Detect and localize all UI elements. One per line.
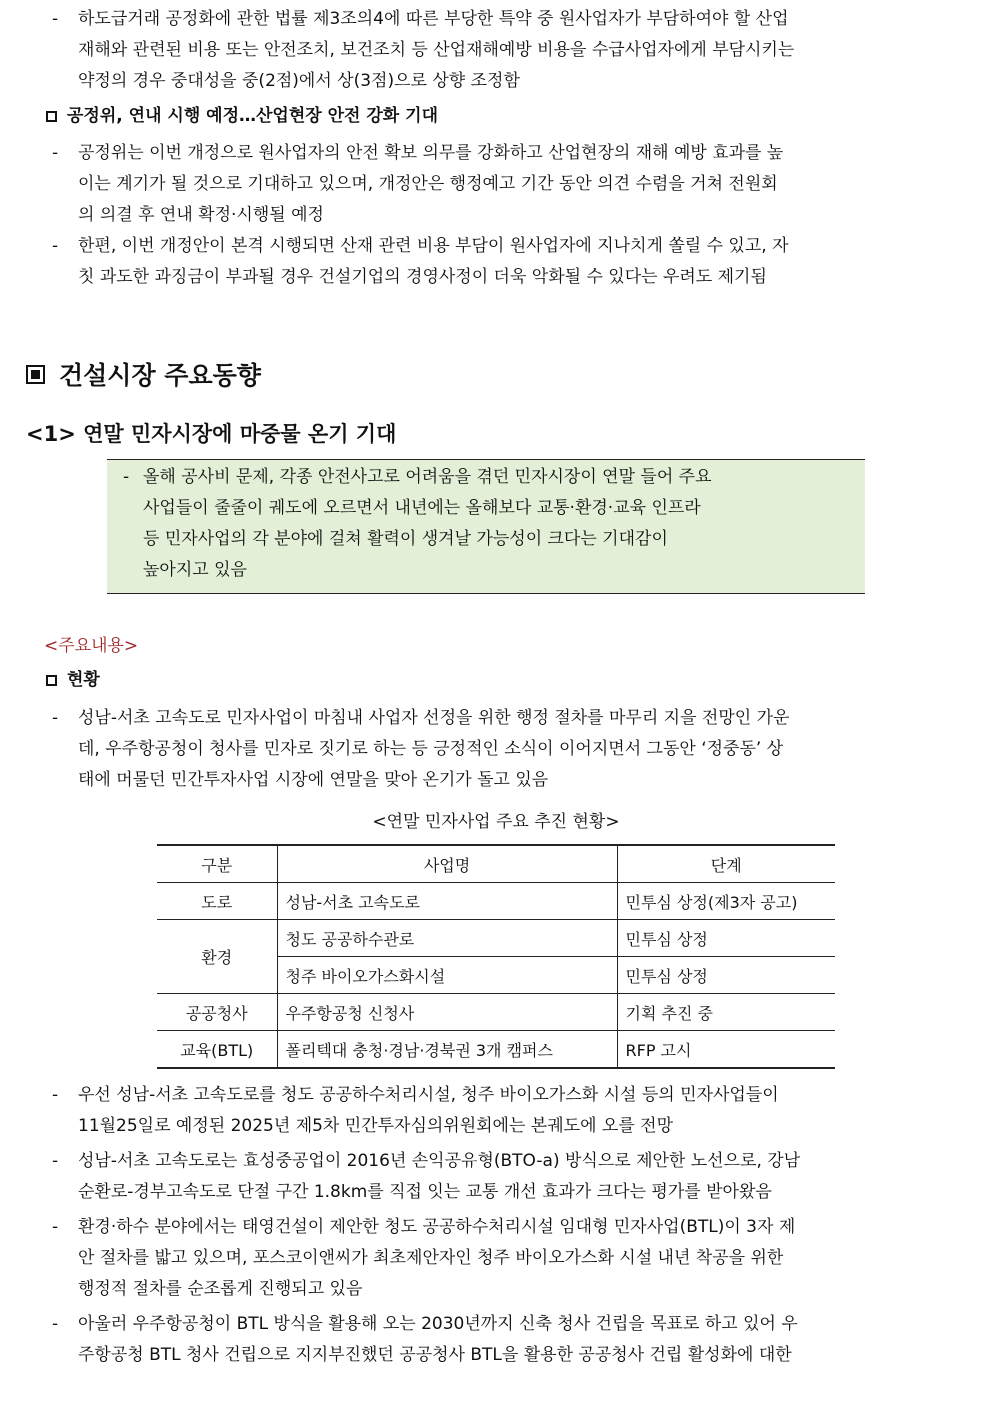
list-item: - 성남-서초 고속도로는 효성중공업이 2016년 손익공유형(BTO-a) 방식으로 제안한 노선으로, 강남 순환로-경부고속도로 단절 구간 1.8km를 직접 잇는 교통 개선 효과가 크다는 평가를 받아왔음 [52, 1146, 968, 1208]
text-line: 성남-서초 고속도로 민자사업이 마침내 사업자 선정을 위한 행정 절차를 마무리 지을 전망인 가운 [78, 708, 790, 728]
text-line: 등 민자사업의 각 분야에 걸쳐 활력이 생겨날 가능성이 크다는 기대감이 [143, 529, 668, 549]
main-content-label: <주요내용> [44, 636, 139, 656]
list-item: - 아울러 우주항공청이 BTL 방식을 활용해 오는 2030년까지 신축 청사 건립을 목표로 하고 있어 우 주항공청 BTL 청사 건립으로 지지부진했던 공공청사 BTL을 활용한 공공청사 건립 활성화에 대한 [52, 1309, 968, 1371]
text-line: 환경·하수 분야에서는 태영건설이 제안한 청도 공공하수처리시설 임대형 민자사업(BTL)이 3자 제 [78, 1217, 796, 1237]
text-line: 올해 공사비 문제, 각종 안전사고로 어려움을 겪던 민자시장이 연말 들어 주요 [143, 467, 712, 487]
project-status-table [157, 844, 835, 1069]
summary-box: - 올해 공사비 문제, 각종 안전사고로 어려움을 겪던 민자시장이 연말 들어 주요 사업들이 줄줄이 궤도에 오르면서 내년에는 올해보다 교통·환경·교육 인프라 등 민자사업의 각 분야에 걸쳐 활력이 생겨날 가능성이 크다는 기대감이 높아지고 있음 [107, 459, 865, 594]
table-header-row [157, 845, 835, 883]
text-line: 순환로-경부고속도로 단절 구간 1.8km를 직접 잇는 교통 개선 효과가 크다는 평가를 받아왔음 [78, 1182, 772, 1202]
table-row [157, 920, 835, 957]
table-cell: 환경 [157, 920, 277, 994]
status-heading: 현황 [46, 665, 100, 696]
text-line: 안 절차를 밟고 있으며, 포스코이앤씨가 최초제안자인 청주 바이오가스화 시설 내년 착공을 위한 [78, 1248, 784, 1268]
table-row [157, 1031, 835, 1069]
ftc-bullet-list [0, 138, 992, 293]
table-cell: 공공청사 [157, 994, 277, 1031]
checkbox-square-icon [46, 675, 57, 686]
filled-square-icon [26, 365, 45, 384]
table-cell: 청도 공공하수관로 [277, 920, 617, 957]
table-cell: RFP 고시 [617, 1031, 835, 1069]
text-line: 아울러 우주항공청이 BTL 방식을 활용해 오는 2030년까지 신축 청사 건립을 목표로 하고 있어 우 [78, 1314, 798, 1334]
text-line: 칫 과도한 과징금이 부과될 경우 건설기업의 경영사정이 더욱 악화될 수 있다는 우려도 제기됨 [78, 267, 767, 287]
text-line: 성남-서초 고속도로는 효성중공업이 2016년 손익공유형(BTO-a) 방식으로 제안한 노선으로, 강남 [78, 1151, 801, 1171]
list-item: - 한편, 이번 개정안이 본격 시행되면 산재 관련 비용 부담이 원사업자에 지나치게 쏠릴 수 있고, 자 칫 과도한 과징금이 부과될 경우 건설기업의 경영사정이 더욱 악화될 수 있다는 우려도 제기됨 [52, 231, 968, 293]
table-cell: 청주 바이오가스화시설 [277, 957, 617, 994]
list-item: - 환경·하수 분야에서는 태영건설이 제안한 청도 공공하수처리시설 임대형 민자사업(BTL)이 3자 제 안 절차를 밟고 있으며, 포스코이앤씨가 최초제안자인 청주 바이오가스화 시설 내년 착공을 위한 행정적 절차를 순조롭게 진행되고 있음 [52, 1212, 968, 1305]
text-line: 사업들이 줄줄이 궤도에 오르면서 내년에는 올해보다 교통·환경·교육 인프라 [143, 498, 701, 518]
list-item: - 우선 성남-서초 고속도로를 청도 공공하수처리시설, 청주 바이오가스화 시설 등의 민자사업들이 11월25일로 예정된 2025년 제5차 민간투자심의위원회에는 본궤도에 오를 전망 [52, 1080, 968, 1142]
table-row [157, 994, 835, 1031]
top-bullet-list [0, 4, 992, 97]
text-line: 높아지고 있음 [143, 560, 247, 580]
table-cell: 민투심 상정 [617, 920, 835, 957]
table-cell: 도로 [157, 883, 277, 920]
list-item: - 성남-서초 고속도로 민자사업이 마침내 사업자 선정을 위한 행정 절차를 마무리 지을 전망인 가운 데, 우주항공청이 청사를 민자로 짓기로 하는 등 긍정적인 소식이 이어지면서 그동안 ‘정중동’ 상 태에 머물던 민간투자사업 시장에 연말을 맞아 온기가 돌고 있음 [52, 703, 968, 796]
table-cell: 민투심 상정 [617, 957, 835, 994]
table-row [157, 883, 835, 920]
table-cell: 기획 추진 중 [617, 994, 835, 1031]
text-line: 재해와 관련된 비용 또는 안전조치, 보건조치 등 산업재해예방 비용을 수급사업자에게 부담시키는 [78, 40, 795, 60]
table-header-cell: 사업명 [277, 845, 617, 883]
text-line: 약정의 경우 중대성을 중(2점)에서 상(3점)으로 상향 조정함 [78, 71, 520, 91]
checkbox-square-icon [46, 111, 57, 122]
bottom-bullet-list [0, 1080, 992, 1371]
text-line: 데, 우주항공청이 청사를 민자로 짓기로 하는 등 긍정적인 소식이 이어지면서 그동안 ‘정중동’ 상 [78, 739, 784, 759]
table-caption: <연말 민자사업 주요 추진 현황> [372, 812, 620, 832]
text-line: 태에 머물던 민간투자사업 시장에 연말을 맞아 온기가 돌고 있음 [78, 770, 549, 790]
text-line: 주항공청 BTL 청사 건립으로 지지부진했던 공공청사 BTL을 활용한 공공청사 건립 활성화에 대한 [78, 1345, 792, 1365]
list-item: - 하도급거래 공정화에 관한 법률 제3조의4에 따른 부당한 특약 중 원사업자가 부담하여야 할 산업 재해와 관련된 비용 또는 안전조치, 보건조치 등 산업재해예방 비용을 수급사업자에게 부담시키는 약정의 경우 중대성을 중(2점)에서 상(3점)으로 상향 조정함 [52, 4, 968, 97]
list-item: - 공정위는 이번 개정으로 원사업자의 안전 확보 의무를 강화하고 산업현장의 재해 예방 효과를 높 이는 계기가 될 것으로 기대하고 있으며, 개정안은 행정예고 기간 동안 의견 수렴을 거쳐 전원회 의 의결 후 연내 확정·시행될 예정 [52, 138, 968, 231]
text-line: 하도급거래 공정화에 관한 법률 제3조의4에 따른 부당한 특약 중 원사업자가 부담하여야 할 산업 [78, 9, 789, 29]
table-cell: 폴리텍대 충청·경남·경북권 3개 캠퍼스 [277, 1031, 617, 1069]
text-line: 한편, 이번 개정안이 본격 시행되면 산재 관련 비용 부담이 원사업자에 지나치게 쏠릴 수 있고, 자 [78, 236, 789, 256]
table-cell: 성남-서초 고속도로 [277, 883, 617, 920]
table-header-cell: 단계 [617, 845, 835, 883]
table-cell: 민투심 상정(제3자 공고) [617, 883, 835, 920]
text-line: 공정위는 이번 개정으로 원사업자의 안전 확보 의무를 강화하고 산업현장의 재해 예방 효과를 높 [78, 143, 784, 163]
text-line: 행정적 절차를 순조롭게 진행되고 있음 [78, 1279, 363, 1299]
text-line: 우선 성남-서초 고속도로를 청도 공공하수처리시설, 청주 바이오가스화 시설 등의 민자사업들이 [78, 1085, 779, 1105]
section-title: 건설시장 주요동향 [26, 356, 261, 392]
text-line: 이는 계기가 될 것으로 기대하고 있으며, 개정안은 행정예고 기간 동안 의견 수렴을 거쳐 전원회 [78, 174, 778, 194]
ftc-heading: 공정위, 연내 시행 예정…산업현장 안전 강화 기대 [46, 101, 438, 132]
table-header-cell: 구분 [157, 845, 277, 883]
status-bullet-list [0, 703, 992, 796]
text-line: 11월25일로 예정된 2025년 제5차 민간투자심의위원회에는 본궤도에 오를 전망 [78, 1116, 673, 1136]
table-cell: 교육(BTL) [157, 1031, 277, 1069]
text-line: 의 의결 후 연내 확정·시행될 예정 [78, 205, 324, 225]
table-cell: 우주항공청 신청사 [277, 994, 617, 1031]
subsection-title: <1> 연말 민자시장에 마중물 온기 기대 [26, 422, 397, 446]
